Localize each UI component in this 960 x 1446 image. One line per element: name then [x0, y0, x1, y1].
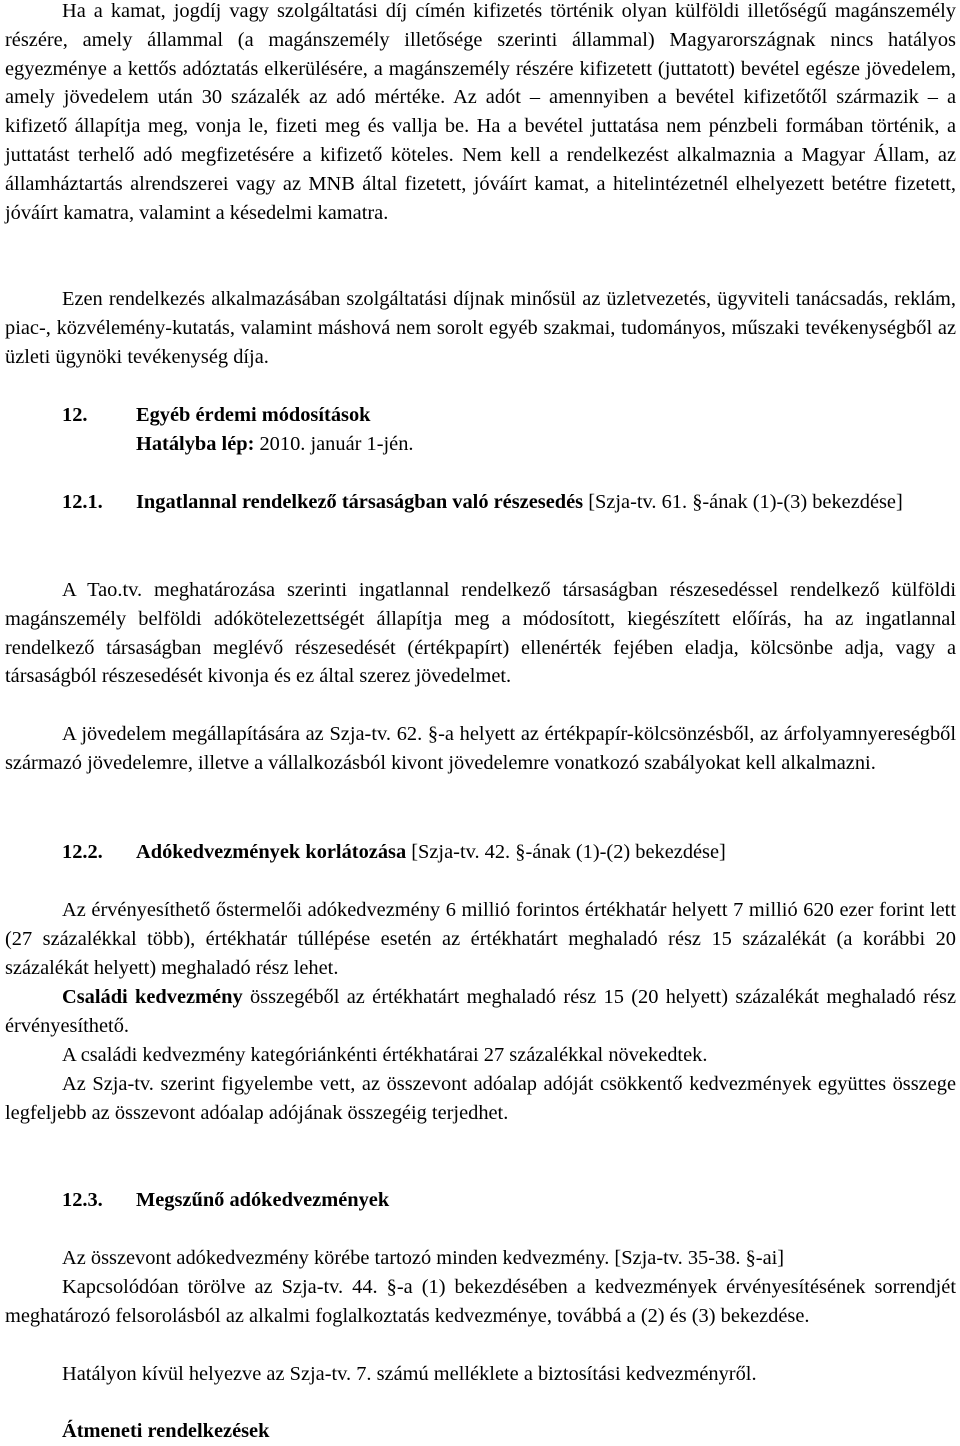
paragraph-family-allowance: Családi kedvezmény összegéből az értékhatárt meghaladó rész 15 (20 helyett) százalékát meghaladó rész érvényesíthető.	[5, 986, 956, 1037]
section-number: 12.3.	[62, 1189, 103, 1211]
section-title: Megszűnő adókedvezmények	[136, 1189, 390, 1211]
section-12-1-heading	[62, 488, 956, 517]
paragraph-combined-allowance-scope: Az összevont adókedvezmény körébe tartozó minden kedvezmény. [Szja-tv. 35-38. §-ai]	[62, 1247, 785, 1269]
paragraph-category-limits: A családi kedvezmény kategóriánkénti értékhatárai 27 százalékkal növekedtek.	[62, 1044, 708, 1066]
paragraph-service-fee-definition: Ezen rendelkezés alkalmazásában szolgáltatási díjnak minősül az üzletvezetés, ügyviteli tanácsadás, reklám, piac-, közvélemény-kutatás, valamint máshová nem sorolt egyéb szakmai, tudományos, műszaki tevékenységből az üzleti ügynöki tevékenység díja.	[5, 288, 956, 368]
paragraph-foreign-payments: Ha a kamat, jogdíj vagy szolgáltatási díj címén kifizetés történik olyan külföldi illetőségű magánszemély részére, amely állammal (a magánszemély illetősége szerinti állammal) Magyarországnak nincs hatályos egyezménye a kettős adóztatás elkerülésére, a magánszemély részére kifizetett (juttatott) bevétel egésze jövedelem, amely jövedelem után 30 százalék az adó mértéke. Az adót – amennyiben a bevétel kifizetőtől származik – a kifizető állapítja meg, vonja le, fizeti meg és vallja be. Ha a bevétel juttatása nem pénzbeli formában történik, a juttatást terhelő adó megfizetésére a kifizető köteles. Nem kell a rendelkezést alkalmaznia a Magyar Állam, az államháztartás alrendszerei vagy az MNB által fizetett, jóváírt kamat, a hitelintézetnél elhelyezett betétre fizetett, jóváírt kamatra, valamint a késedelmi kamatra.	[5, 0, 956, 224]
section-number: 12.2.	[62, 841, 103, 863]
paragraph-income-determination: A jövedelem megállapítására az Szja-tv. 62. §-a helyett az értékpapír-kölcsönzésből, az árfolyamnyereségből származó jövedelemre, illetve a vállalkozásból kivont jövedelemre vonatkozó szabályokat kell alkalmazni.	[5, 723, 956, 774]
section-12-heading	[62, 401, 956, 459]
paragraph-combined-allowances: Az Szja-tv. szerint figyelembe vett, az összevont adóalap adóját csökkentő kedvezmények együttes összege legfeljebb az összevont adóalap adójának összegéig terjedhet.	[5, 1073, 956, 1124]
section-title: Egyéb érdemi módosítások	[136, 404, 371, 426]
section-title: Adókedvezmények korlátozása	[136, 841, 407, 863]
transitional-provisions-heading: Átmeneti rendelkezések	[62, 1420, 270, 1442]
section-12-3-heading	[62, 1186, 956, 1215]
paragraph-farmer-allowance: Az érvényesíthető őstermelői adókedvezmény 6 millió forintos értékhatár helyett 7 millió 620 ezer forint lett (27 százalékkal több), értékhatár túllépése esetén az értékhatárt meghaladó rész 15 százalékát (a korábbi 20 százalékát helyett) meghaladó rész lehet.	[5, 899, 956, 979]
family-allowance-term: Családi kedvezmény	[62, 986, 243, 1008]
section-number: 12.	[62, 404, 88, 426]
effective-date: 2010. január 1-jén.	[254, 432, 414, 455]
section-number: 12.1.	[62, 491, 103, 513]
paragraph-real-estate-company: A Tao.tv. meghatározása szerinti ingatlannal rendelkező társaságban részesedéssel rendelkező külföldi magánszemély belföldi adókötelezettségét állapítja meg a módosított, kiegészített előírás, ha az ingatlannal rendelkező társaságban meglévő részesedését (értékpapírt) ellenérték fejében eladja, kölcsönbe adja, vagy a társaságból részesedését kivonja és ez által szerez jövedelmet.	[5, 579, 956, 688]
section-reference: [Szja-tv. 42. §-ának (1)-(2) bekezdése]	[406, 841, 726, 863]
section-12-2-heading	[62, 838, 956, 867]
paragraph-related-deletion: Kapcsolódóan törölve az Szja-tv. 44. §-a (1) bekezdésében a kedvezmények érvényesítésének sorrendjét meghatározó felsorolásból az alkalmi foglalkoztatás kedvezménye, továbbá a (2) és (3) bekezdése.	[5, 1276, 956, 1327]
section-reference: [Szja-tv. 61. §-ának (1)-(3) bekezdése]	[583, 491, 903, 513]
effective-label: Hatályba lép:	[136, 432, 255, 455]
paragraph-repealed-annex: Hatályon kívül helyezve az Szja-tv. 7. számú melléklete a biztosítási kedvezményről.	[62, 1363, 757, 1385]
section-title: Ingatlannal rendelkező társaságban való részesedés	[136, 491, 584, 513]
